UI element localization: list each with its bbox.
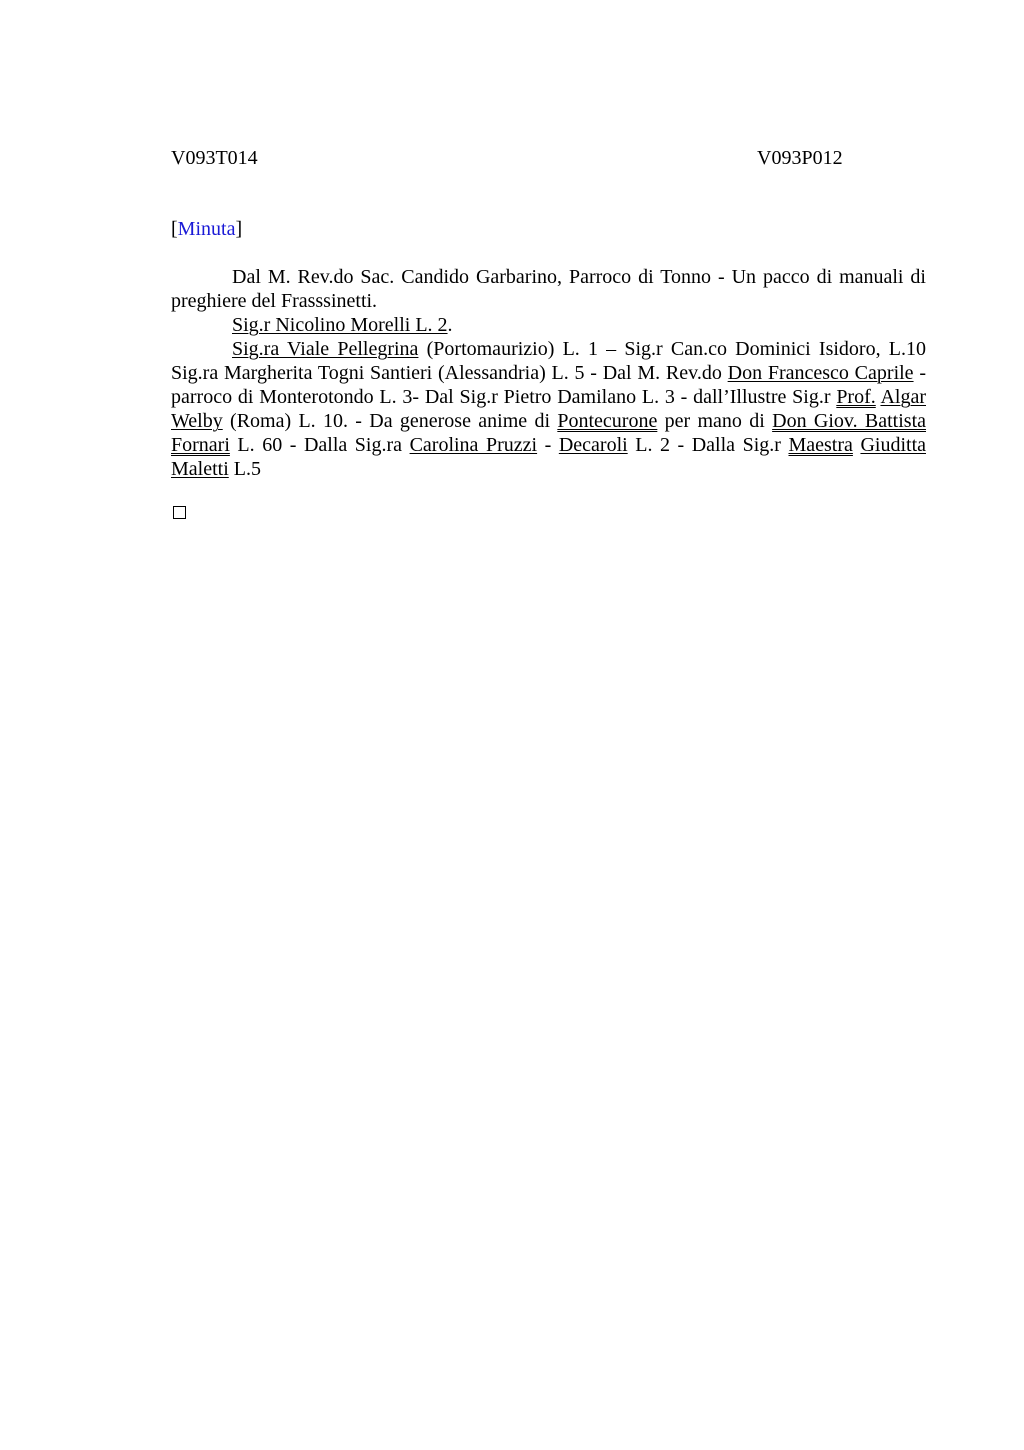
paragraph-2-tail: . — [447, 314, 453, 336]
donor-name: Carolina Pruzzi — [409, 434, 538, 456]
empty-square-icon — [173, 506, 186, 519]
document-code-left: V093T014 — [171, 147, 258, 169]
label-word: Minuta — [177, 218, 236, 240]
donor-name: Sig.r Nicolino Morelli L. 2 — [232, 314, 448, 336]
donor-title: Maestra — [788, 434, 853, 456]
label-open-bracket: [ — [171, 218, 178, 240]
label-close-bracket: ] — [235, 218, 243, 240]
document-label — [171, 217, 242, 241]
text-run: per mano di — [657, 410, 773, 432]
text-run: - — [537, 434, 559, 456]
donor-name: Giuditta Maletti — [171, 434, 926, 480]
document-body — [171, 265, 926, 481]
donor-name: Don Giov. Battista Fornari — [171, 410, 927, 456]
paragraph-2 — [171, 313, 926, 337]
place-name: Pontecurone — [557, 410, 658, 432]
text-run: L. 2 - Dalla Sig.r — [627, 434, 789, 456]
donor-name: Decaroli — [558, 434, 628, 456]
text-run: L.5 — [228, 458, 261, 480]
donor-name: Sig.ra Viale Pellegrina — [232, 338, 419, 360]
text-run: - parroco di Monterotondo L. 3- Dal Sig.r Pietro Damilano L. 3 - dall’Illustre Sig.r — [171, 362, 926, 408]
donor-name: Algar Welby — [171, 386, 926, 432]
paragraph-3 — [171, 337, 926, 481]
text-run: L. 60 - Dalla Sig.ra — [229, 434, 410, 456]
document-code-right: V093P012 — [757, 147, 843, 169]
paragraph-1: Dal M. Rev.do Sac. Candido Garbarino, Parroco di Tonno - Un pacco di manuali di preghiere del Frasssinetti. — [171, 266, 926, 312]
text-run: (Portomaurizio) L. 1 – Sig.r Can.co Dominici Isidoro, L.10 Sig.ra Margherita Togni Santieri (Alessandria) L. 5 - Dal M. Rev.do — [171, 338, 926, 384]
donor-title: Prof. — [836, 386, 876, 408]
text-run: (Roma) L. 10. - Da generose anime di — [222, 410, 558, 432]
donor-name: Don Francesco Caprile — [727, 362, 914, 384]
